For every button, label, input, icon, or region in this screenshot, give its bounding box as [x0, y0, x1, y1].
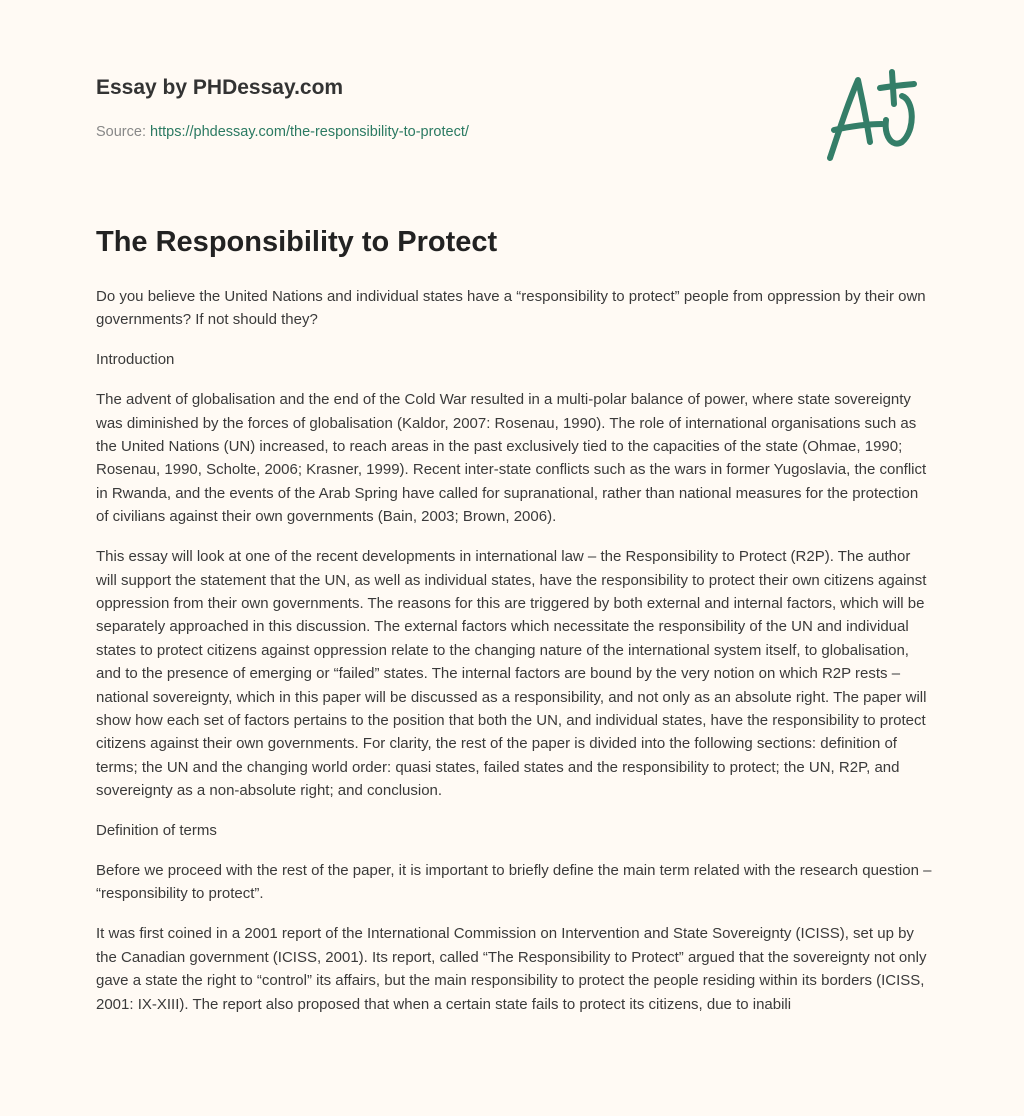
- paragraph: This essay will look at one of the recent developments in international law – the Responsibility to Protect (R2P). The author will support the statement that the UN, as well as individual states, have the responsibility to protect their own citizens against oppression from their own governments. The reasons for this are triggered by both external and internal factors, which will be separately approached in this discussion. The external factors which necessitate the responsibility of the UN and individual states to protect citizens against oppression relate to the changing nature of the international system itself, to globalisation, and to the presence of emerging or “failed” states. The internal factors are bound by the very notion on which R2P rests – national sovereignty, which in this paper will be discussed as a responsibility, and not only as an absolute right. The paper will show how each set of factors pertains to the position that both the UN, and individual states, have the responsibility to protect citizens against their own governments. For clarity, the rest of the paper is divided into the following sections: definition of terms; the UN and the changing world order: quasi states, failed states and the responsibility to protect; the UN, R2P, and sovereignty as a non-absolute right; and conclusion.: [96, 548, 927, 800]
- section-heading-introduction: Introduction: [96, 351, 175, 369]
- paragraph-question: Do you believe the United Nations and individual states have a “responsibility to protect” people from oppression by their own governments? If not should they?: [96, 288, 926, 329]
- essay-title: The Responsibility to Protect: [96, 226, 498, 258]
- source-link[interactable]: https://phdessay.com/the-responsibility-to-protect/: [150, 124, 469, 140]
- source-line: [96, 124, 469, 140]
- a-plus-logo-icon: [818, 68, 928, 164]
- essay-body: [96, 285, 932, 1032]
- site-brand: Essay by PHDessay.com: [96, 76, 344, 99]
- paragraph: Before we proceed with the rest of the paper, it is important to briefly define the main term related with the research question – “responsibility to protect”.: [96, 862, 932, 903]
- section-heading-definition: Definition of terms: [96, 822, 217, 840]
- paragraph: The advent of globalisation and the end of the Cold War resulted in a multi-polar balance of power, where state sovereignty was diminished by the forces of globalisation (Kaldor, 2007: Rosenau, 1990). The role of international organisations such as the United Nations (UN) increased, to reach areas in the past exclusively tied to the capacities of the state (Ohmae, 1990; Rosenau, 1990, Scholte, 2006; Krasner, 1999). Recent inter-state conflicts such as the wars in former Yugoslavia, the conflict in Rwanda, and the events of the Arab Spring have called for supranational, rather than national measures for the protection of civilians against their own governments (Bain, 2003; Brown, 2006).: [96, 391, 927, 526]
- source-label: Source:: [96, 124, 146, 140]
- paragraph: It was first coined in a 2001 report of the International Commission on Intervention and State Sovereignty (ICISS), set up by the Canadian government (ICISS, 2001). Its report, called “The Responsibility to Protect” argued that the sovereignty not only gave a state the right to “control” its affairs, but the main responsibility to protect the people residing within its borders (ICISS, 2001: IX-XIII). The report also proposed that when a certain state fails to protect its citizens, due to inabili: [96, 925, 927, 1013]
